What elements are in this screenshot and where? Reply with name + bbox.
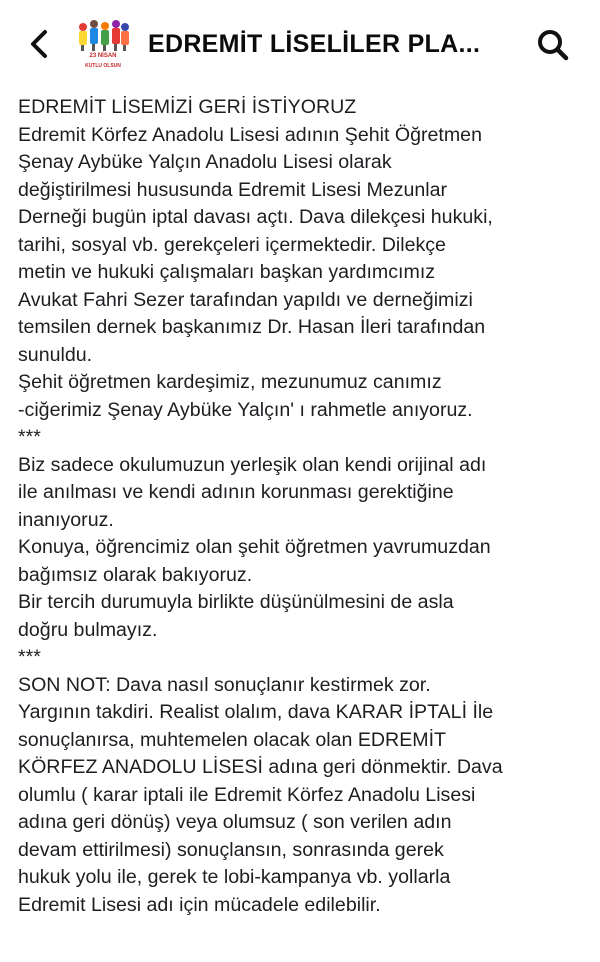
post-line: -ciğerimiz Şenay Aybüke Yalçın' ı rahmetle anıyoruz. [18, 398, 473, 421]
post-line: EDREMİT LİSEMİZİ GERİ İSTİYORUZ [18, 96, 357, 118]
post-line: bağımsız olarak bakıyoruz. [18, 563, 253, 586]
post-line: *** [18, 646, 41, 668]
post-line: Konuya, öğrencimiz olan şehit öğretmen yavrumuzdan [18, 536, 491, 558]
post-line: Edremit Lisesi adı için mücadele edilebilir. [18, 893, 381, 916]
post-line: temsilen dernek başkanımız Dr. Hasan İleri tarafından [18, 316, 486, 338]
post-line: Biz sadece okulumuzun yerleşik olan kendi orijinal adı [18, 453, 487, 476]
group-title[interactable]: EDREMİT LİSELİLER PLA... [148, 29, 481, 58]
post-line: *** [18, 426, 41, 448]
post-line: devam ettirilmesi) sonuçlansın, sonrasında gerek [18, 838, 444, 861]
post-line: doğru bulmayız. [18, 618, 158, 641]
post-line: hukuk yolu ile, gerek te lobi-kampanya vb. yollarla [18, 866, 451, 888]
post-line: Şehit öğretmen kardeşimiz, mezunumuz canımız [18, 371, 442, 393]
back-button[interactable] [24, 29, 54, 59]
post-line: tarihi, sosyal vb. gerekçeleri içermektedir. Dilekçe [18, 233, 446, 256]
post-line: adına geri dönüş) veya olumsuz ( son verilen adın [18, 811, 452, 833]
post-line: Derneği bugün iptal davası açtı. Dava dilekçesi hukuki, [18, 206, 493, 228]
post-line: sunuldu. [18, 343, 93, 366]
post-line: Şenay Aybüke Yalçın Anadolu Lisesi olarak [18, 151, 392, 173]
top-bar [0, 0, 600, 88]
post-line: KÖRFEZ ANADOLU LİSESİ adına geri dönmektir. Dava [18, 756, 503, 778]
post-line: olumlu ( karar iptali ile Edremit Körfez Anadolu Lisesi [18, 783, 476, 806]
post-line: değiştirilmesi hususunda Edremit Lisesi Mezunlar [18, 178, 448, 201]
chevron-left-icon [28, 29, 50, 59]
search-icon [536, 28, 570, 62]
post-line: metin ve hukuki çalışmaları başkan yardımcımız [18, 261, 436, 283]
post-line: SON NOT: Dava nasıl sonuçlanır kestirmek zor. [18, 673, 431, 696]
avatar-caption-bottom: KUTLU OLSUN [85, 63, 121, 69]
post-line: Yargının takdiri. Realist olalım, dava KARAR İPTALİ İle [18, 701, 494, 723]
post-line: Avukat Fahri Sezer tarafından yapıldı ve derneğimizi [18, 288, 473, 311]
post-body [0, 88, 593, 919]
post-line: Bir tercih durumuyla birlikte düşünülmesini de asla [18, 591, 454, 613]
group-avatar[interactable] [74, 15, 132, 73]
avatar-caption-top: 23 NİSAN [89, 53, 117, 59]
post-line: inanıyoruz. [18, 508, 114, 531]
search-button[interactable] [536, 28, 570, 62]
post-line: ile anılması ve kendi adının korunması gerektiğine [18, 481, 454, 503]
post-line: sonuçlanırsa, muhtemelen olacak olan EDREMİT [18, 728, 446, 751]
post-line: Edremit Körfez Anadolu Lisesi adının Şehit Öğretmen [18, 123, 482, 146]
